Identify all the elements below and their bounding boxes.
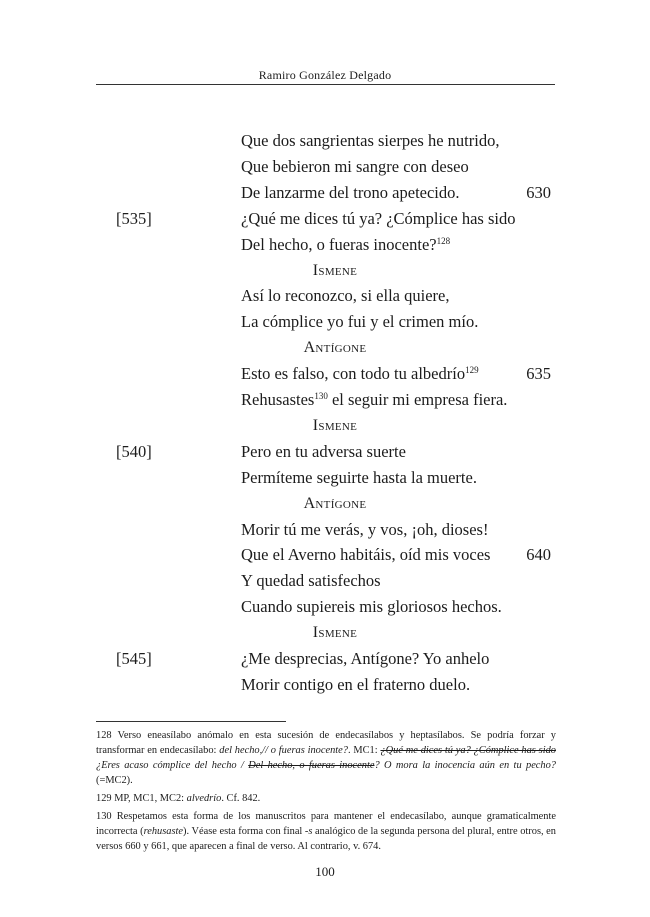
footnote-text: ). Véase esta forma con final [183, 826, 305, 837]
verse-text: Morir contigo en el fraterno duelo. [241, 674, 471, 694]
speaker-name: Ismene [312, 624, 358, 642]
verse-text: Pero en tu adversa suerte [241, 441, 406, 461]
footnote-text: ? O mora la inocencia aún en tu pecho? [374, 760, 557, 771]
page-number: 100 [315, 864, 335, 879]
verse-text: Así lo reconozco, si ella quiere, [241, 286, 450, 306]
verse-line [0, 286, 650, 312]
running-head: Ramiro González Delgado [258, 68, 392, 82]
footnote-rule [96, 721, 286, 722]
speaker-name: Ismene [312, 261, 358, 279]
verse-line [0, 520, 650, 546]
footnote [96, 809, 556, 854]
speaker-name: Antígone [303, 494, 367, 512]
verse-text: Que bebieron mi sangre con deseo [241, 156, 469, 176]
footnote [96, 728, 556, 788]
verse-line [0, 183, 650, 209]
verse-line [0, 675, 650, 701]
line-number: 640 [526, 545, 551, 565]
footnote-text: del hecho,// o fueras inocente? [219, 745, 348, 756]
footnote-number: 129 [96, 793, 112, 804]
line-number: 630 [526, 182, 551, 202]
footnote-ref[interactable]: 128 [436, 235, 451, 246]
verse-line [0, 364, 650, 390]
speaker-line [0, 338, 650, 364]
footnote-ref[interactable]: 129 [465, 365, 479, 376]
greek-verse-number: [545] [116, 649, 152, 668]
speaker-line [0, 261, 650, 287]
verse-line [0, 209, 650, 235]
verse-line [0, 157, 650, 183]
verse-line [0, 235, 650, 261]
footnote-text: (=MC2). [96, 775, 133, 786]
verse-text: De lanzarme del trono apetecido. [241, 182, 460, 202]
footnote-text: ¿Qué me dices tú ya? ¿Cómplice has sido [380, 745, 556, 756]
footnote-text: -s [304, 826, 313, 837]
footnote-number: 130 [96, 811, 112, 822]
greek-verse-number: [535] [116, 208, 152, 228]
verse-text: Rehusastes$^{130}$ el seguir mi empresa fiera. [241, 390, 508, 409]
verse-text: ¿Me desprecias, Antígone? Yo anhelo [241, 649, 490, 668]
verse-text: Cuando supiereis mis gloriosos hechos. [241, 597, 502, 617]
footnote [96, 791, 556, 806]
verse-line [0, 312, 650, 338]
footnotes [96, 728, 556, 857]
footnote-ref[interactable]: 130 [314, 391, 328, 401]
footnote-text: . MC1: [347, 745, 381, 756]
footnote-text: MP, MC1, MC2: [111, 793, 187, 804]
verse-line [0, 442, 650, 468]
verse-text: Que el Averno habitáis, oíd mis voces [241, 545, 491, 565]
verse-line [0, 390, 650, 416]
verse-text: Morir tú me verás, y vos, ¡oh, dioses! [241, 519, 489, 539]
verse-text: Que dos sangrientas sierpes he nutrido, [241, 131, 500, 150]
verse-line [0, 468, 650, 494]
verse-text: Esto es falso, con todo tu albedrío$^{129}$ [241, 364, 479, 384]
speaker-name: Antígone [303, 339, 367, 357]
header-rule [96, 84, 555, 85]
footnote-text: . Cf. 842. [221, 793, 261, 804]
verse-text: Del hecho, o fueras inocente?$^{128}$ [241, 234, 451, 254]
footnote-number: 128 [96, 730, 112, 741]
line-number: 635 [526, 364, 551, 384]
footnote-text: rehusaste [143, 826, 184, 837]
verse-text: La cómplice yo fui y el crimen mío. [241, 312, 479, 332]
speaker-line [0, 416, 650, 442]
verse-line [0, 571, 650, 597]
footnote-text: Respetamos esta forma de los manuscritos para mantener el endecasílabo, aunque gramaticalmente incorrecta ( [96, 811, 556, 837]
speaker-line [0, 494, 650, 520]
footnote-text: ¿Eres acaso cómplice del hecho / [96, 760, 249, 771]
verse-text: ¿Qué me dices tú ya? ¿Cómplice has sido [241, 208, 516, 228]
verse-line [0, 649, 650, 675]
verse-line [0, 597, 650, 623]
verse-text: Y quedad satisfechos [241, 571, 381, 591]
speaker-name: Ismene [312, 416, 358, 434]
speaker-line [0, 623, 650, 649]
verse-line [0, 545, 650, 571]
footnote-text: analógico de la segunda persona del plural, entre otros, en versos 660 y 661, que aparecen a final de verso. Al contrario, v. 674. [96, 826, 556, 852]
verse-line [0, 131, 650, 157]
footnote-text: Verso eneasílabo anómalo en esta sucesión de endecasílabos y heptasílabos. Se podría forzar y transformar en endecasílabo: [96, 730, 556, 756]
footnote-text: Del hecho, o fueras inocente [248, 760, 375, 771]
verse-text: Permíteme seguirte hasta la muerte. [241, 467, 477, 487]
footnote-text: alvedrío [186, 793, 222, 804]
greek-verse-number: [540] [116, 441, 152, 461]
